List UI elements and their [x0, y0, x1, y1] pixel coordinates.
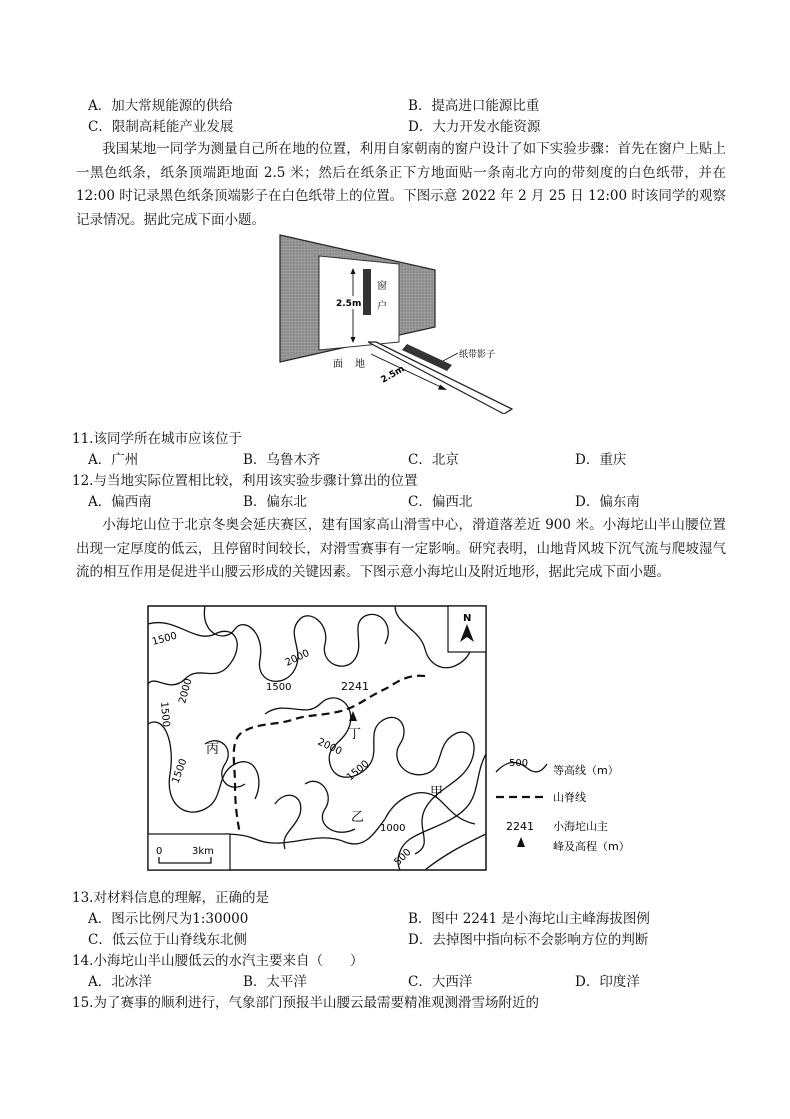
topographic-map: [145, 604, 665, 874]
question-14-stem: 14.小海坨山半山腰低云的水汽主要来自（ ）: [72, 953, 364, 969]
question-12-stem: 12.与当地实际位置相比较，利用该实验步骤计算出的位置: [72, 473, 418, 489]
q13-option-d: D．去掉图中指向标不会影响方位的判断: [408, 932, 649, 948]
q13-option-b: B．图中 2241 是小海坨山主峰海拔图例: [408, 911, 650, 927]
question-15-stem: 15.为了赛事的顺利进行，气象部门预报半山腰云最需要精准观测滑雪场附近的: [72, 995, 539, 1011]
option-c: C．限制高耗能产业发展: [88, 119, 234, 135]
option-a: A．加大常规能源的供给: [88, 98, 233, 114]
q14-option-b: B．太平洋: [243, 974, 307, 990]
question-11-stem: 11.该同学所在城市应该位于: [72, 431, 242, 447]
contour-label: 1500: [158, 701, 172, 728]
ground-label-1: 面: [333, 359, 343, 370]
q12-option-d: D．偏东南: [575, 494, 640, 510]
material-text: 小海坨山位于北京冬奥会延庆赛区，建有国家高山滑雪中心，滑道落差近 900 米。小海坨山半山腰位置出现一定厚度的低云，且停留时间较长，对滑雪赛事有一定影响。研究表明，山地背风坡下沉气流与爬坡湿气流的相互作用是促进半山腰云形成的关键因素。下图示意小海坨山及附近地形，据此完成下面小题。: [76, 517, 726, 580]
place-label-bing: 丙: [206, 742, 220, 757]
contour-label: 2000: [177, 677, 195, 705]
q14-option-a: A．北冰洋: [88, 974, 152, 990]
contour-label: 2000: [315, 736, 344, 758]
window-label-1: 窗: [377, 281, 387, 292]
legend-peak-symbol: [517, 837, 525, 847]
q11-option-b: B．乌鲁木齐: [243, 452, 321, 468]
legend: [496, 758, 630, 853]
black-paper-strip: [363, 269, 371, 315]
height-label: 2.5m: [336, 299, 362, 309]
material-paragraph-1: [76, 138, 726, 232]
ground-label-2: 地: [355, 359, 365, 370]
contour-label: 1500: [150, 630, 179, 648]
peak-elevation: 2241: [341, 680, 369, 693]
legend-peak-label-1: 小海坨山主: [553, 820, 608, 833]
q11-option-a: A．广州: [88, 452, 139, 468]
window-label-2: 户: [377, 301, 387, 312]
q11-option-d: D．重庆: [575, 452, 627, 468]
place-label-ding: 丁: [348, 727, 362, 742]
contour-label: 1000: [380, 823, 406, 834]
legend-peak-value: 2241: [506, 820, 534, 833]
scale-zero: 0: [156, 846, 163, 857]
q11-option-c: C．北京: [408, 452, 459, 468]
distance-label: 2.5m: [379, 364, 407, 386]
option-d: D．大力开发水能资源: [408, 119, 541, 135]
place-label-jia: 甲: [430, 785, 444, 800]
place-label-yi: 乙: [351, 810, 365, 825]
q13-option-a: A．图示比例尺为1:30000: [88, 911, 249, 927]
legend-ridge-label: 山脊线: [553, 791, 586, 804]
legend-peak-label-2: 峰及高程（m）: [553, 840, 630, 853]
q12-option-b: B．偏东北: [243, 494, 307, 510]
material-paragraph-2: [76, 514, 726, 585]
q12-option-c: C．偏西北: [408, 494, 473, 510]
north-label: N: [463, 613, 472, 624]
contour-label: 1500: [170, 757, 190, 786]
q14-option-c: C．大西洋: [408, 974, 473, 990]
scale-distance: 3km: [192, 846, 214, 857]
option-b: B．提高进口能源比重: [408, 98, 540, 114]
contour-label: 2000: [283, 647, 312, 669]
contour-label: 500: [392, 846, 414, 869]
shadow-label: 纸带影子: [459, 350, 496, 360]
legend-contour-label: 等高线（m）: [553, 764, 619, 777]
contour-label: 1500: [266, 682, 292, 693]
material-text: 我国某地一同学为测量自己所在地的位置，利用自家朝南的窗户设计了如下实验步骤：首先在窗户上贴上一黑色纸条，纸条顶端距地面 2.5 米；然后在纸条正下方地面贴一条南北方向的带刻度的白色纸带，并在 12:00 时记录黑色纸条顶端影子在白色纸带上的位置。下图示意 2022 年 2 月 25 日 12:00 时该同学的观察记录情况。据此完成下面小题。: [76, 141, 726, 228]
legend-contour-value: 500: [509, 758, 529, 769]
q13-option-c: C．低云位于山脊线东北侧: [88, 932, 247, 948]
map-frame: [148, 606, 486, 870]
question-13-stem: 13.对材料信息的理解，正确的是: [72, 890, 269, 906]
q12-option-a: A．偏西南: [88, 494, 152, 510]
contour-label: 1500: [344, 758, 372, 784]
window-shadow-figure: [275, 232, 515, 414]
q14-option-d: D．印度洋: [575, 974, 640, 990]
